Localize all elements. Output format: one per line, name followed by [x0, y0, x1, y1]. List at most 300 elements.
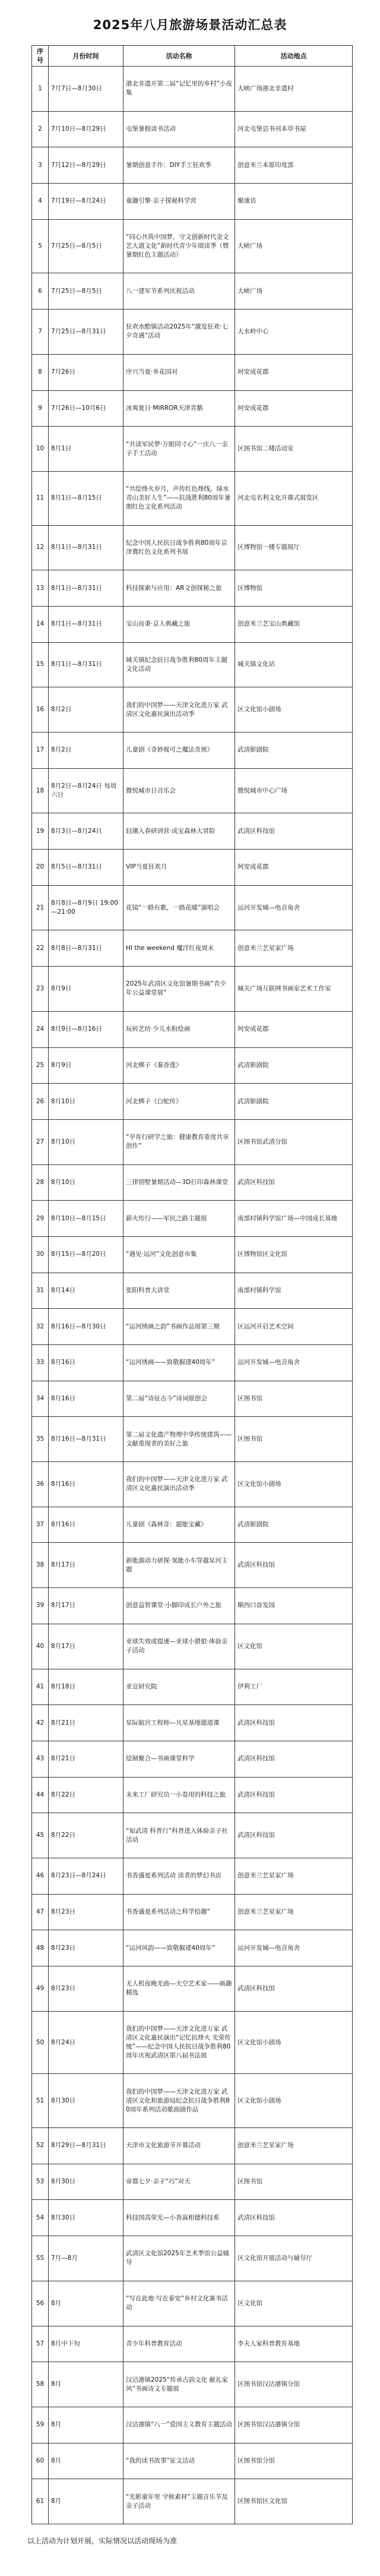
row-date: 8月21日 — [49, 1741, 124, 1777]
row-location: 武清区科技馆 — [235, 1543, 353, 1588]
row-activity-name: “运河风韵——致敬掘建40周年” — [124, 1930, 235, 1966]
row-location: 微悦城市中心广场 — [235, 768, 353, 813]
row-activity-name: “运河绣画之韵”书画作品展第三期 — [124, 1309, 235, 1345]
row-index: 26 — [32, 1084, 49, 1120]
table-row — [32, 1417, 353, 1462]
row-date: 8月24日 — [49, 2011, 124, 2074]
row-date: 8月2日 — [49, 687, 124, 733]
table-row — [32, 967, 353, 1012]
row-location: 河北屯名利文化开幕式展览区 — [235, 471, 353, 525]
row-date: 8月 — [49, 2407, 124, 2443]
row-location: 创意米兰艺星家广场 — [235, 930, 353, 967]
row-activity-name: 创意益智课堂·小脚印成长户外之旅 — [124, 1588, 235, 1624]
row-location: 武清区科技馆 — [235, 813, 353, 850]
table-row — [32, 1084, 353, 1120]
header-location: 活动地点 — [235, 46, 353, 67]
row-location: 城关广场互联网书画室艺术工作室 — [235, 967, 353, 1012]
row-location: 区文化馆小剧场 — [235, 2074, 353, 2128]
row-index: 40 — [32, 1624, 49, 1669]
row-date: 8月2日—8月24日 每周六日 — [49, 768, 124, 813]
table-row — [32, 885, 353, 930]
row-date: 8月16日 — [49, 1507, 124, 1543]
row-activity-name: 纪念中国人民抗日战争胜利80周年京津冀红色文化系列书展 — [124, 525, 235, 570]
row-activity-name: “光影童年里 守候素材”主题音乐节及亲子活动 — [124, 2479, 235, 2524]
row-location: 区图书馆 — [235, 1417, 353, 1462]
row-index: 61 — [32, 2479, 49, 2524]
row-index: 7 — [32, 310, 49, 355]
row-date: 8月9日—8月16日 — [49, 1011, 124, 1047]
row-index: 34 — [32, 1381, 49, 1417]
row-activity-name: 书香盛夏系列活动之科学拾趣” — [124, 1894, 235, 1930]
row-location: 武清影剧院 — [235, 1084, 353, 1120]
row-activity-name: 汉沽港镇2025“传承古韵文化 献礼家风”书画诗文专题展 — [124, 2362, 235, 2407]
row-activity-name: 河北梆子《白蛇传》 — [124, 1084, 235, 1120]
row-date: 8月15日—8月20日 — [49, 1236, 124, 1273]
row-location: 区图书馆汉沽港镇分馆 — [235, 2407, 353, 2443]
row-activity-name: 我们的中国梦——天津文化进万家 武清区文化惠民演出“记忆抗烽火 光荣传统”——纪念中国人民抗日战争胜利80周年庆祝武清区第八届书法展 — [124, 2011, 235, 2074]
row-date: 7月—8月 — [49, 2236, 124, 2281]
row-location: 区图书馆 — [235, 1381, 353, 1417]
row-index: 8 — [32, 354, 49, 390]
table-row — [32, 642, 353, 687]
row-activity-name: “我的读书故事”征文活动 — [124, 2443, 235, 2479]
row-location: 区图书馆武清分馆 — [235, 1119, 353, 1164]
row-activity-name: “孕育行研学之旅：健康教育重度共享创作” — [124, 1119, 235, 1164]
table-row — [32, 1930, 353, 1966]
row-index: 29 — [32, 1201, 49, 1237]
row-index: 59 — [32, 2407, 49, 2443]
row-index: 60 — [32, 2443, 49, 2479]
row-date: 8月14日 — [49, 1273, 124, 1309]
table-row — [32, 111, 353, 147]
row-location: 珂安成花郡 — [235, 1011, 353, 1047]
row-activity-name: 微悦城市日音乐会 — [124, 768, 235, 813]
row-index: 21 — [32, 885, 49, 930]
row-location: 李夫人家科普教育基地 — [235, 2326, 353, 2362]
row-date: 8月10日 — [49, 1084, 124, 1120]
row-index: 17 — [32, 733, 49, 769]
row-index: 51 — [32, 2074, 49, 2128]
table-row — [32, 2407, 353, 2443]
row-index: 45 — [32, 1813, 49, 1858]
row-location: 珂安成花郡 — [235, 390, 353, 427]
table-row — [32, 1345, 353, 1381]
row-activity-name: 第二届文化遗产物理中华传统建筑——文献重现者的美好之旅 — [124, 1417, 235, 1462]
row-date: 8月30日 — [49, 2200, 124, 2236]
row-date: 8月9日 — [49, 1047, 124, 1084]
table-row — [32, 1236, 353, 1273]
row-index: 28 — [32, 1164, 49, 1201]
row-activity-name: 玩转艺坊·少儿水粉绘画 — [124, 1011, 235, 1047]
row-location: 珂安成花郡 — [235, 850, 353, 886]
row-activity-name: 张阳科普大讲堂 — [124, 1273, 235, 1309]
row-activity-name: 花镜“一路有歌，一路花暖”演唱会 — [124, 885, 235, 930]
table-row — [32, 310, 353, 355]
row-date: 8月10日—8月15日 — [49, 1201, 124, 1237]
row-index: 23 — [32, 967, 49, 1012]
row-activity-name: “运河绣画——致敬掘建40周年” — [124, 1345, 235, 1381]
table-row — [32, 687, 353, 733]
row-index: 1 — [32, 67, 49, 112]
row-date: 8月10日 — [49, 1119, 124, 1164]
table-row — [32, 1507, 353, 1543]
row-index: 58 — [32, 2362, 49, 2407]
table-body — [32, 67, 353, 2524]
row-activity-name: 薪火传行——军民之路主题展 — [124, 1201, 235, 1237]
row-index: 4 — [32, 184, 49, 220]
row-date: 8月18日 — [49, 1669, 124, 1705]
row-date: 8月29日—8月31日 — [49, 2128, 124, 2164]
table-row — [32, 2236, 353, 2281]
row-index: 31 — [32, 1273, 49, 1309]
table-row — [32, 2362, 353, 2407]
row-location: 区图书馆区文化馆 — [235, 2479, 353, 2524]
row-date: 7月25日—8月31日 — [49, 310, 124, 355]
row-location: 武清区科技馆 — [235, 1966, 353, 2012]
row-location: 大峡广场 — [235, 219, 353, 273]
row-index: 43 — [32, 1741, 49, 1777]
row-index: 22 — [32, 930, 49, 967]
row-date: 8月1日—8月31日 — [49, 606, 124, 642]
row-date: 8月16日—8月31日 — [49, 1417, 124, 1462]
row-activity-name: 科技探索与应用：AR文创探秘之旅 — [124, 570, 235, 607]
row-location: 创意米兰艺宝山典藏馆 — [235, 606, 353, 642]
row-location: 南部村镇科学馆 — [235, 1273, 353, 1309]
table-row — [32, 1273, 353, 1309]
table-row — [32, 1201, 353, 1237]
row-location: 珂安成花郡 — [235, 354, 353, 390]
table-row — [32, 184, 353, 220]
table-row — [32, 2200, 353, 2236]
row-activity-name: 港北非遗开第二届“记忆里的乡村”小夜集 — [124, 67, 235, 112]
row-activity-name: 暑期创意手作：DIY手工狂欢季 — [124, 147, 235, 184]
table-row — [32, 1588, 353, 1624]
row-date: 8月5日—8月31日 — [49, 850, 124, 886]
row-index: 6 — [32, 273, 49, 310]
row-activity-name: 我们的中国梦——天津文化进万家 武清区文化惠民演出活动季 — [124, 1462, 235, 1507]
row-location: 南部村镇科学馆广场—中国成长基地 — [235, 1201, 353, 1237]
row-date: 8月16日 — [49, 1462, 124, 1507]
table-row — [32, 471, 353, 525]
table-row — [32, 1669, 353, 1705]
row-location: 区图书馆二楼活动室 — [235, 427, 353, 472]
row-date: 8月21日 — [49, 1705, 124, 1741]
table-row — [32, 147, 353, 184]
row-date: 8月16日 — [49, 1345, 124, 1381]
row-index: 49 — [32, 1966, 49, 2012]
row-activity-name: 第二届“诗征古今”诗词原创会 — [124, 1381, 235, 1417]
table-row — [32, 1966, 353, 2012]
row-index: 54 — [32, 2200, 49, 2236]
row-activity-name: 科技国高荣光—小香嵩相德科技系 — [124, 2200, 235, 2236]
table-row — [32, 1543, 353, 1588]
row-activity-name: 狂欢水酷镇活动2025年“激发狂欢·七夕奇遇”活动 — [124, 310, 235, 355]
row-index: 41 — [32, 1669, 49, 1705]
table-row — [32, 1011, 353, 1047]
row-activity-name: 青少年科普教育活动 — [124, 2326, 235, 2362]
row-activity-name: 星际航宫工程师—凡星基地德道课 — [124, 1705, 235, 1741]
row-date: 8月8日—8月9日 19:00—21:00 — [49, 885, 124, 930]
row-location: 区博物馆 — [235, 570, 353, 607]
row-index: 15 — [32, 642, 49, 687]
row-index: 48 — [32, 1930, 49, 1966]
row-date: 8月2日 — [49, 733, 124, 769]
row-date: 8月16日 — [49, 1381, 124, 1417]
row-date: 8月16日—8月30日 — [49, 1309, 124, 1345]
row-index: 30 — [32, 1236, 49, 1273]
row-date: 8月 — [49, 2362, 124, 2407]
row-activity-name: 未来工厂研究员一小卷用的科技之旅 — [124, 1777, 235, 1813]
row-activity-name: 三律别墅暑期活动—3D打印森林课堂 — [124, 1164, 235, 1201]
table-row — [32, 1309, 353, 1345]
row-activity-name: 我们的中国梦——天津文化进万家 武清区文化惠民演出活动季 — [124, 687, 235, 733]
row-activity-name: 亚宣研究院 — [124, 1669, 235, 1705]
row-activity-name: 2025年武清区文化馆暑期书画“青少年公益课堂展” — [124, 967, 235, 1012]
table-row — [32, 2281, 353, 2326]
row-activity-name: “写在此地·写在泰安”乡村文化赛书活动 — [124, 2281, 235, 2326]
row-location: 区运河开启艺术空间 — [235, 1309, 353, 1345]
row-date: 8月1日—8月15日 — [49, 471, 124, 525]
table-row — [32, 525, 353, 570]
table-row — [32, 1164, 353, 1201]
row-date: 7月26日 — [49, 354, 124, 390]
row-location: 区图书馆汉沽港镇分馆 — [235, 2362, 353, 2407]
row-date: 8月17日 — [49, 1588, 124, 1624]
row-date: 8月1日—8月31日 — [49, 642, 124, 687]
row-date: 8月10日 — [49, 1164, 124, 1201]
row-activity-name: 童趣引擎·亲子探秘科学营 — [124, 184, 235, 220]
row-index: 12 — [32, 525, 49, 570]
row-index: 55 — [32, 2236, 49, 2281]
row-index: 44 — [32, 1777, 49, 1813]
table-row — [32, 1777, 353, 1813]
row-date: 8月1日—8月31日 — [49, 570, 124, 607]
row-index: 56 — [32, 2281, 49, 2326]
row-location: 聚康访 — [235, 184, 353, 220]
row-index: 16 — [32, 687, 49, 733]
row-activity-name: 八一建军节系列庆祝活动 — [124, 273, 235, 310]
row-index: 53 — [32, 2164, 49, 2200]
row-date: 8月1日—8月31日 — [49, 525, 124, 570]
row-location: 区博物馆一楼专题展厅 — [235, 525, 353, 570]
row-date: 7月19日—8月24日 — [49, 184, 124, 220]
row-date: 8月中下旬 — [49, 2326, 124, 2362]
row-date: 8月17日 — [49, 1543, 124, 1588]
row-activity-name: 亚球失效或提速—亚球小猎狼·体验亲子活动 — [124, 1624, 235, 1669]
row-location: 区文化馆小剧场 — [235, 687, 353, 733]
row-index: 19 — [32, 813, 49, 850]
row-location: 武清影剧院 — [235, 1507, 353, 1543]
row-index: 32 — [32, 1309, 49, 1345]
row-location: 区文化馆小剧场 — [235, 1462, 353, 1507]
row-location: 运河开发城—电音角舍 — [235, 1930, 353, 1966]
row-location: 区图书馆 — [235, 2164, 353, 2200]
table-row — [32, 427, 353, 472]
row-location: 武清区科技馆 — [235, 1741, 353, 1777]
row-activity-name: 河北梆子《秦香莲》 — [124, 1047, 235, 1084]
table-row — [32, 2479, 353, 2524]
row-activity-name: “共绘烽火岁月，声传红色烽线，绿水青山美好人生”——抗战胜利80周年暑期红色文化系列活动 — [124, 471, 235, 525]
row-activity-name: 汉沽港镇“八一”爱国主义教育主题活动 — [124, 2407, 235, 2443]
row-location: 区文化馆小剧场 — [235, 2011, 353, 2074]
table-row — [32, 273, 353, 310]
header-index: 序号 — [32, 46, 49, 67]
row-location: 大峡广场港北非遗村 — [235, 67, 353, 112]
row-index: 46 — [32, 1858, 49, 1894]
row-activity-name: 宝山而秉·京人典藏之旅 — [124, 606, 235, 642]
row-index: 18 — [32, 768, 49, 813]
row-index: 35 — [32, 1417, 49, 1462]
row-index: 47 — [32, 1894, 49, 1930]
table-header-row — [32, 46, 353, 67]
table-row — [32, 2011, 353, 2074]
table-row — [32, 1813, 353, 1858]
row-location: 河北屯堡县书刊本草书屋 — [235, 111, 353, 147]
row-location: 大水岭中心 — [235, 310, 353, 355]
row-location: 区文化馆 — [235, 2281, 353, 2326]
row-index: 24 — [32, 1011, 49, 1047]
row-location: 创意米兰艺星家广场 — [235, 1894, 353, 1930]
row-activity-name: 儿童剧《奇妙视可之魔法奇预》 — [124, 733, 235, 769]
table-row — [32, 67, 353, 112]
row-date: 7月7日—8月30日 — [49, 67, 124, 112]
row-location: 城关镇文化站 — [235, 642, 353, 687]
row-date: 8月17日 — [49, 1624, 124, 1669]
row-location: 创意米兰艺星家广场 — [235, 2128, 353, 2164]
row-location: 武清影剧院 — [235, 1047, 353, 1084]
row-date: 8月22日 — [49, 1777, 124, 1813]
table-row — [32, 813, 353, 850]
row-activity-name: HI the weekend 魔洋红夜周末 — [124, 930, 235, 967]
table-row — [32, 1381, 353, 1417]
row-date: 8月23日 — [49, 1930, 124, 1966]
row-index: 20 — [32, 850, 49, 886]
row-index: 2 — [32, 111, 49, 147]
row-location: 区文化馆开展活动与辅导厅 — [235, 2236, 353, 2281]
row-location: 创意米兰艺星家广场 — [235, 1858, 353, 1894]
row-index: 39 — [32, 1588, 49, 1624]
table-row — [32, 930, 353, 967]
row-activity-name: 无人机夜晚光曲—天空艺术家——画趣精选 — [124, 1966, 235, 2012]
row-index: 52 — [32, 2128, 49, 2164]
row-index: 13 — [32, 570, 49, 607]
row-activity-name: “同心共筑中国梦，守文创新时代金文艺大道文化”新时代青少年阅读季（暨暑期红色主题活动） — [124, 219, 235, 273]
row-index: 25 — [32, 1047, 49, 1084]
row-location: 创意米兰本原印度部 — [235, 147, 353, 184]
row-location: 武清区科技馆 — [235, 1705, 353, 1741]
row-activity-name: 屯堡暑假读书活动 — [124, 111, 235, 147]
row-location: 运河开发城—电音角舍 — [235, 885, 353, 930]
row-activity-name: 帝都七夕·亲子“巧”对天 — [124, 2164, 235, 2200]
table-row — [32, 219, 353, 273]
row-location: 运河开发城—电音角舍 — [235, 1345, 353, 1381]
row-location: 武清区科技馆 — [235, 1813, 353, 1858]
table-row — [32, 390, 353, 427]
table-row — [32, 1705, 353, 1741]
table-row — [32, 2128, 353, 2164]
row-date: 7月25日—8月5日 — [49, 273, 124, 310]
row-index: 10 — [32, 427, 49, 472]
row-index: 38 — [32, 1543, 49, 1588]
row-activity-name: 新能源动力研探·氢能小车穿越星河主题 — [124, 1543, 235, 1588]
row-activity-name: 儿童剧《森林奇：超能宝藏》 — [124, 1507, 235, 1543]
table-row — [32, 354, 353, 390]
row-activity-name: 冰爽夏日·MIRROR天津青鹅 — [124, 390, 235, 427]
table-row — [32, 2164, 353, 2200]
row-location: 区图书馆分馆 — [235, 2443, 353, 2479]
row-index: 36 — [32, 1462, 49, 1507]
table-row — [32, 1858, 353, 1894]
row-activity-name: 绘制聚合—书画课堂科学 — [124, 1741, 235, 1777]
row-activity-name: 轻潮入春研训营·成宝森林大冒险 — [124, 813, 235, 850]
table-row — [32, 2443, 353, 2479]
table-row — [32, 1624, 353, 1669]
table-row — [32, 733, 353, 769]
row-activity-name: “遇见·运河”文化创意市集 — [124, 1236, 235, 1273]
row-date: 7月10日—8月29日 — [49, 111, 124, 147]
row-index: 37 — [32, 1507, 49, 1543]
row-activity-name: 武清区文化馆2025年艺术季馆公益辅导 — [124, 2236, 235, 2281]
row-activity-name: 城关镇纪念抗日战争胜利80周年主题文化活动 — [124, 642, 235, 687]
row-index: 57 — [32, 2326, 49, 2362]
row-date: 7月25日—8月5日 — [49, 219, 124, 273]
row-index: 50 — [32, 2011, 49, 2074]
row-date: 8月23日 — [49, 1894, 124, 1930]
table-row — [32, 2074, 353, 2128]
row-activity-name: 我们的中国梦——天津文化进万家 武清区文化和旅游局纪念抗日战争胜利80周年系列活动歌曲剧作品 — [124, 2074, 235, 2128]
row-date: 8月23日 — [49, 1966, 124, 2012]
row-date: 8月9日 — [49, 967, 124, 1012]
row-activity-name: 天津市文化旅游节开幕活动 — [124, 2128, 235, 2164]
row-location: 伊利工厂 — [235, 1669, 353, 1705]
row-date: 8月22日 — [49, 1813, 124, 1858]
row-location: 大峡广场 — [235, 273, 353, 310]
row-date: 8月 — [49, 2479, 124, 2524]
header-date: 月份时间 — [49, 46, 124, 67]
row-date: 8月23日—8月24日 — [49, 1858, 124, 1894]
row-location: 区博物馆区文化馆 — [235, 1236, 353, 1273]
row-index: 33 — [32, 1345, 49, 1381]
row-location: 武清影剧院 — [235, 733, 353, 769]
row-location: 武清区科技馆 — [235, 1777, 353, 1813]
table-row — [32, 1119, 353, 1164]
table-row — [32, 1462, 353, 1507]
header-activity-name: 活动名称 — [124, 46, 235, 67]
footnote: 以上活动为计划开展，实际情况以活动现场为准 — [27, 2537, 178, 2545]
activity-table — [31, 45, 353, 2524]
row-date: 8月1日 — [49, 427, 124, 472]
table-row — [32, 1047, 353, 1084]
row-index: 14 — [32, 606, 49, 642]
row-date: 7月26日—10月6日 — [49, 390, 124, 427]
row-activity-name: VIP当夏狂欢月 — [124, 850, 235, 886]
table-row — [32, 570, 353, 607]
table-row — [32, 2326, 353, 2362]
row-date: 8月 — [49, 2281, 124, 2326]
row-index: 11 — [32, 471, 49, 525]
row-location: 武清区科技馆 — [235, 1164, 353, 1201]
row-date: 8月30日 — [49, 2164, 124, 2200]
table-row — [32, 768, 353, 813]
row-date: 7月12日—8月29日 — [49, 147, 124, 184]
row-index: 42 — [32, 1705, 49, 1741]
table-row — [32, 1741, 353, 1777]
row-location: 武清区科技馆 — [235, 2200, 353, 2236]
row-activity-name: “共读军民梦·万眼同寸心”一庆八一亲子手工活动 — [124, 427, 235, 472]
row-index: 27 — [32, 1119, 49, 1164]
row-date: 8月8日—8月31日 — [49, 930, 124, 967]
row-index: 9 — [32, 390, 49, 427]
